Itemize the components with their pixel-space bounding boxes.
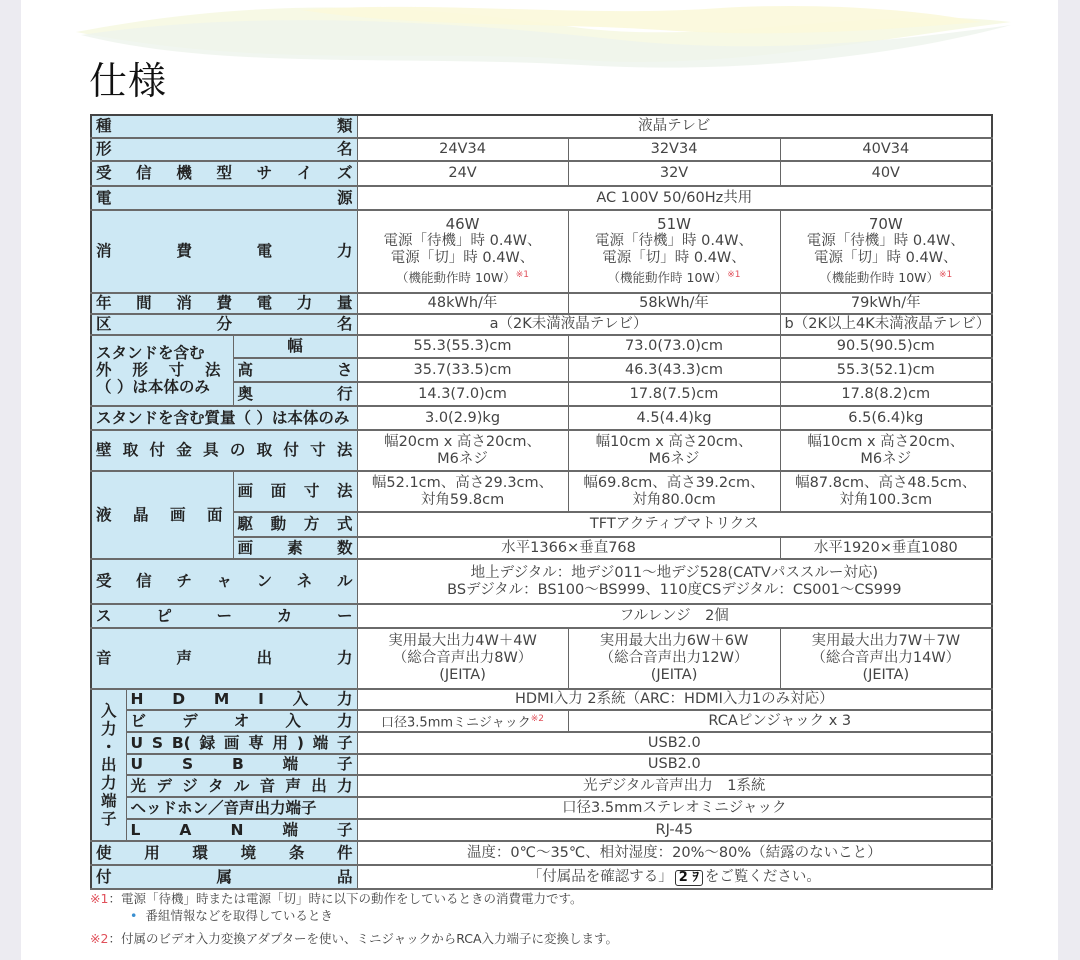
note-1-ref: ※1 (939, 270, 953, 281)
bullet-icon: • (130, 908, 138, 923)
row-environment (91, 841, 992, 865)
dim-width-value: 55.3(55.3)cm (357, 335, 568, 358)
note-1-ref: ※1 (727, 270, 741, 281)
power-source-value: AC 100V 50/60Hz共用 (357, 186, 992, 210)
video-value: RCAピンジャック x 3 (568, 710, 992, 732)
model-value: 40V34 (780, 138, 992, 161)
video-value: 口径3.5mmミニジャック$^{※2}$ (357, 710, 568, 732)
drive-value: TFTアクティブマトリクス (357, 512, 992, 537)
power-consumption-value: 70W 電源「待機」時 0.4W、 電源「切」時 0.4W、 （機能動作時 10W）$^{※1}$ (780, 210, 992, 293)
spec-page (21, 0, 1058, 960)
hdmi-value: HDMI入力 2系統（ARC：HDMI入力1のみ対応） (357, 689, 992, 710)
row-headphone (91, 797, 992, 819)
row-label: 消 費 電 力 (91, 210, 357, 293)
spec-table (90, 114, 993, 890)
dim-height-value: 46.3(43.3)cm (568, 358, 780, 382)
decorative-wave (21, 0, 1058, 80)
weight-value: 4.5(4.4)kg (568, 406, 780, 430)
row-optical (91, 775, 992, 797)
row-label: 受 信 チ ャ ン ネ ル (91, 559, 357, 604)
row-hdmi (91, 689, 992, 710)
row-accessories (91, 865, 992, 889)
row-label: スタンドを含む質量（ ）は本体のみ (91, 406, 357, 430)
row-label: 形 名 (91, 138, 357, 161)
row-power-source (91, 186, 992, 210)
row-channels (91, 559, 992, 604)
row-usb-rec (91, 732, 992, 754)
row-label: 電 源 (91, 186, 357, 210)
row-label: 画 面 寸 法 (233, 471, 357, 512)
row-label: 高 さ (233, 358, 357, 382)
row-type (91, 115, 992, 138)
row-label: 幅 (233, 335, 357, 358)
row-size (91, 161, 992, 186)
note-1-ref: ※1 (515, 270, 530, 281)
annual-power-value: 79kWh/年 (780, 293, 992, 314)
row-label: ヘッドホン／音声出力端子 (126, 797, 357, 819)
row-label: L A N 端 子 (126, 819, 357, 841)
headphone-value: 口径3.5mmステレオミニジャック (357, 797, 992, 819)
row-label: H D M I 入 力 (126, 689, 357, 710)
row-label: U S B( 録 画 専 用 ) 端 子 (126, 732, 357, 754)
screen-size-value: 幅52.1cm、高さ29.3cm、 対角59.8cm (357, 471, 568, 512)
io-group-label: 入 力 ・ 出 力 端 子 (91, 689, 126, 841)
size-value: 40V (780, 161, 992, 186)
wall-mount-value: 幅20cm x 高さ20cm、 M6ネジ (357, 430, 568, 471)
row-label: 種 類 (91, 115, 357, 138)
row-speaker (91, 604, 992, 628)
row-wall-mount (91, 430, 992, 471)
row-label: 年 間 消 費 電 力 量 (91, 293, 357, 314)
row-dim-width (91, 335, 992, 358)
annual-power-value: 48kWh/年 (357, 293, 568, 314)
audio-output-value: 実用最大出力7W＋7W （総合音声出力14W） (JEITA) (780, 628, 992, 689)
row-lan (91, 819, 992, 841)
lcd-group-label: 液 晶 画 面 (91, 471, 233, 559)
row-label: 奥 行 (233, 382, 357, 406)
wall-mount-value: 幅10cm x 高さ20cm、 M6ネジ (568, 430, 780, 471)
note-2-ref: ※2 (530, 714, 545, 724)
row-label: U S B 端 子 (126, 754, 357, 775)
model-value: 32V34 (568, 138, 780, 161)
power-consumption-value: 51W 電源「待機」時 0.4W、 電源「切」時 0.4W、 （機能動作時 10W）$^{※1}$ (568, 210, 780, 293)
category-value: a（2K未満液晶テレビ） (357, 314, 780, 335)
dim-depth-value: 17.8(7.5)cm (568, 382, 780, 406)
row-label: 音 声 出 力 (91, 628, 357, 689)
footnote-2: ※2：付属のビデオ入力変換アダプターを使い、ミニジャックからRCA入力端子に変換します。 (90, 931, 619, 946)
pixels-value: 水平1366×垂直768 (357, 537, 780, 559)
model-value: 24V34 (357, 138, 568, 161)
row-label: 付 属 品 (91, 865, 357, 889)
usb-rec-value: USB2.0 (357, 732, 992, 754)
accessories-value: 「付属品を確認する」 2 ｦ をご覧ください。 (357, 865, 992, 889)
type-value: 液晶テレビ (357, 115, 992, 138)
audio-output-value: 実用最大出力6W＋6W （総合音声出力12W） (JEITA) (568, 628, 780, 689)
row-screen-size (91, 471, 992, 512)
pixels-value: 水平1920×垂直1080 (780, 537, 992, 559)
row-label: ビ デ オ 入 力 (126, 710, 357, 732)
power-consumption-value: 46W 電源「待機」時 0.4W、 電源「切」時 0.4W、 （機能動作時 10W）$^{※1}$ (357, 210, 568, 293)
annual-power-value: 58kWh/年 (568, 293, 780, 314)
row-audio-output (91, 628, 992, 689)
wall-mount-value: 幅10cm x 高さ20cm、 M6ネジ (780, 430, 992, 471)
row-annual-power (91, 293, 992, 314)
row-label: 光 デ ジ タ ル 音 声 出 力 (126, 775, 357, 797)
dim-height-value: 35.7(33.5)cm (357, 358, 568, 382)
row-video (91, 710, 992, 732)
row-label: 壁 取 付 金 具 の 取 付 寸 法 (91, 430, 357, 471)
dimensions-group-label: スタンドを含む 外 形 寸 法 （ ）は本体のみ (91, 335, 233, 406)
row-label: 使 用 環 境 条 件 (91, 841, 357, 865)
row-usb (91, 754, 992, 775)
row-category (91, 314, 992, 335)
page-title: 仕様 (89, 59, 168, 103)
footnotes (90, 890, 618, 947)
size-value: 24V (357, 161, 568, 186)
weight-value: 3.0(2.9)kg (357, 406, 568, 430)
dim-height-value: 55.3(52.1)cm (780, 358, 992, 382)
row-label: 駆 動 方 式 (233, 512, 357, 537)
speaker-value: フルレンジ 2個 (357, 604, 992, 628)
screen-size-value: 幅87.8cm、高さ48.5cm、 対角100.3cm (780, 471, 992, 512)
channels-value: 地上デジタル：地デジ011～地デジ528(CATVパススルー対応) BSデジタル：BS100～BS999、110度CSデジタル：CS001～CS999 (357, 559, 992, 604)
size-value: 32V (568, 161, 780, 186)
row-label: 受 信 機 型 サ イ ズ (91, 161, 357, 186)
audio-output-value: 実用最大出力4W＋4W （総合音声出力8W） (JEITA) (357, 628, 568, 689)
row-model (91, 138, 992, 161)
usb-value: USB2.0 (357, 754, 992, 775)
dim-depth-value: 14.3(7.0)cm (357, 382, 568, 406)
dim-width-value: 73.0(73.0)cm (568, 335, 780, 358)
lan-value: RJ-45 (357, 819, 992, 841)
screen-size-value: 幅69.8cm、高さ39.2cm、 対角80.0cm (568, 471, 780, 512)
row-label: 画 素 数 (233, 537, 357, 559)
footnote-1: ※1：電源「待機」時または電源「切」時に以下の動作をしているときの消費電力です。 (90, 891, 583, 906)
row-label: ス ピ ー カ ー (91, 604, 357, 628)
dim-width-value: 90.5(90.5)cm (780, 335, 992, 358)
category-value: b（2K以上4K未満液晶テレビ） (780, 314, 992, 335)
environment-value: 温度：0℃～35℃、相対湿度：20%～80%（結露のないこと） (357, 841, 992, 865)
row-power-consumption (91, 210, 992, 293)
footnote-1-bullet: • 番組情報などを取得しているとき (130, 908, 333, 923)
page-ref-icon: 2 ｦ (675, 870, 703, 886)
dim-depth-value: 17.8(8.2)cm (780, 382, 992, 406)
optical-value: 光デジタル音声出力 1系統 (357, 775, 992, 797)
weight-value: 6.5(6.4)kg (780, 406, 992, 430)
row-label: 区 分 名 (91, 314, 357, 335)
row-weight (91, 406, 992, 430)
